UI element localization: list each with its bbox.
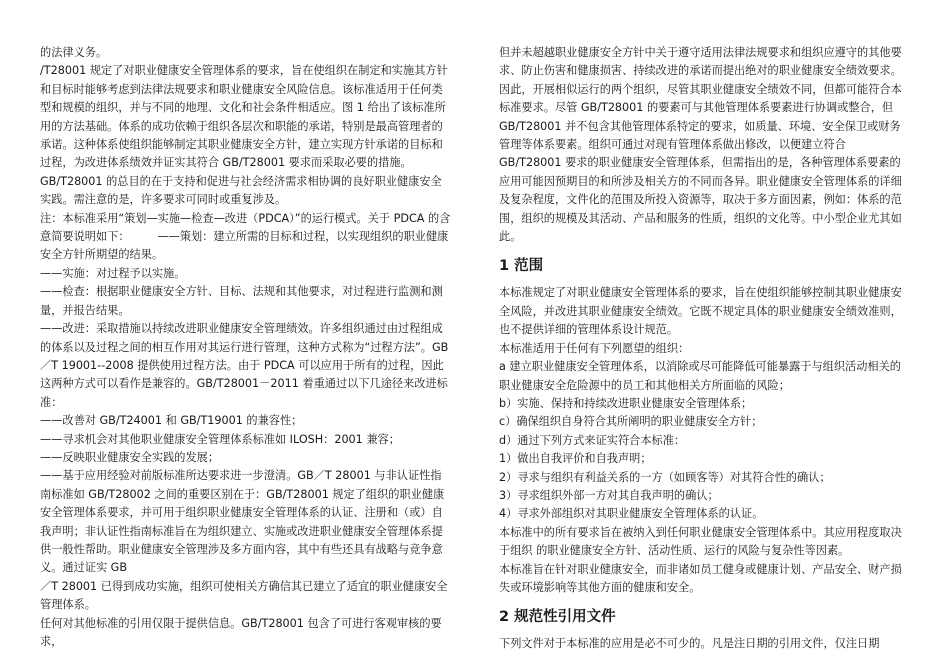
paragraph: ——检查：根据职业健康安全方针、目标、法规和其他要求，对过程进行监测和测量，并报告结果。 bbox=[40, 285, 443, 317]
list-item: a 建立职业健康安全管理体系，以消除或尽可能降低可能暴露于与组织活动相关的职业健康安全危险源中的员工和其他相关方所面临的风险； bbox=[499, 360, 901, 392]
section-heading-normative-references: 2 规范性引用文件 bbox=[499, 609, 616, 626]
list-item: b）实施、保持和持续改进职业健康安全管理体系； bbox=[499, 396, 753, 410]
paragraph: ——基于应用经验对前版标准所达要求进一步澄清。GB／T 28001 与非认证性指南标准如 GB/T28002 之间的重要区别在于：GB/T28001 规定了组织的职业健康安全管理体系要求，并可用于组织职业健康安全管理体系的认证、注册和（或）自我声明；非认证性指南标准旨在为组织建立、实施或改进职业健康安全管理体系提供一般性帮助。职业健康安全管理涉及多方面内容，其中有些还具有战略与竞争意义。通过证实 GB bbox=[40, 469, 445, 575]
list-item: ——反映职业健康安全实践的发展； bbox=[40, 450, 220, 464]
paragraph: ——改进：采取措施以持续改进职业健康安全管理绩效。许多组织通过由过程组成的体系以及过程之间的相互作用对其运行进行管理，这种方式称为“过程方法”。GB／T 19001--2008 提供使用过程方法。由于 PDCA 可以应用于所有的过程，因此这两种方式可以看作是兼容的。GB/T28001－2011 着重通过以下几途径来改进标准： bbox=[40, 322, 449, 409]
list-item: 4）寻求外部组织对其职业健康安全管理体系的认证。 bbox=[499, 507, 764, 521]
right-column bbox=[499, 44, 911, 654]
list-item: 1）做出自我评价和自我声明； bbox=[499, 452, 652, 466]
paragraph: /T28001 规定了对职业健康安全管理体系的要求，旨在使组织在制定和实施其方针和目标时能够考虑到法律法规要求和职业健康安全风险信息。该标准适用于任何类型和规模的组织，并与不同的地理、文化和社会条件相适应。图 1 给出了该标准所用的方法基础。体系的成功依赖于组织各层次和职能的承诺，特别是最高管理者的承诺。这种体系使组织能够制定其职业健康安全方针，建立实现方针承诺的目标和过程，为改进体系绩效并证实其符合 GB/T28001 要求而采取必要的措施。GB/T28001 的总目的在于支持和促进与社会经济需求相协调的良好职业健康安全实践。需注意的是，许多要求可同时或重复涉及。 bbox=[40, 64, 448, 207]
paragraph: 任何对其他标准的引用仅限于提供信息。GB/T28001 包含了可进行客观审核的要求， bbox=[40, 616, 442, 648]
list-item: ——改善对 GB/T24001 和 GB/T19001 的兼容性； bbox=[40, 414, 303, 428]
paragraph: 本标准旨在针对职业健康安全，而非诸如员工健身或健康计划、产品安全、财产损失或环境影响等其他方面的健康和安全。 bbox=[499, 562, 902, 594]
list-item: ——寻求机会对其他职业健康安全管理体系标准如 ILOSH：2001 兼容； bbox=[40, 432, 400, 446]
paragraph: 但并未超越职业健康安全方针中关于遵守适用法律法规要求和组织应遵守的其他要求、防止伤害和健康损害、持续改进的承诺而提出绝对的职业健康安全绩效要求。因此，开展相似运行的两个组织，尽管其职业健康安全绩效不同，但都可能符合本标准要求。尽管 GB/T28001 的要素可与其他管理体系要素进行协调或整合，但 GB/T28001 并不包含其他管理体系特定的要求，如质量、环境、安全保卫或财务管理等体系要素。组织可通过对现有管理体系做出修改，以便建立符合 GB/T28001 要求的职业健康安全管理体系，但需指出的是，各种管理体系要素的应用可能因预期目的和所涉及相关方的不同而各异。职业健康安全管理体系的详细及复杂程度，文件化的范围及所投入资源等，取决于多方面因素，例如：体系的范围，组织的规模及其活动、产品和服务的性质，组织的文化等。中小型企业尤其如此。 bbox=[499, 46, 902, 244]
section-heading-scope: 1 范围 bbox=[499, 258, 544, 275]
paragraph: 的法律义务。 bbox=[40, 46, 108, 59]
paragraph: ／T 28001 已得到成功实施，组织可使相关方确信其已建立了适宜的职业健康安全管理体系。 bbox=[40, 579, 448, 612]
list-item: c）确保组织自身符合其所阐明的职业健康安全方针； bbox=[499, 415, 763, 429]
note-paragraph: 注：本标准采用“策划—实施—检查—改进（PDCA）”的运行模式。关于 PDCA 的含意简要说明如下： ——策划：建立所需的目标和过程，以实现组织的职业健康安全方针所期望的结果。 bbox=[40, 211, 451, 262]
paragraph: 本标准规定了对职业健康安全管理体系的要求，旨在使组织能够控制其职业健康安全风险，并改进其职业健康安全绩效。它既不规定具体的职业健康安全绩效准则，也不提供详细的管理体系设计规范。 bbox=[499, 286, 902, 337]
paragraph: 本标准中的所有要求旨在被纳入到任何职业健康安全管理体系中。其应用程度取决于组织 的职业健康安全方针、活动性质、运行的风险与复杂性等因素。 bbox=[499, 525, 902, 558]
paragraph: ——实施：对过程予以实施。 bbox=[40, 266, 186, 280]
list-item: 2）寻求与组织有利益关系的一方（如顾客等）对其符合性的确认； bbox=[499, 470, 831, 484]
paragraph: 下列文件对于本标准的应用是必不可少的。凡是注日期的引用文件，仅注日期 bbox=[499, 637, 880, 651]
left-column bbox=[40, 44, 452, 651]
paragraph: 本标准适用于任何有下列愿望的组织： bbox=[499, 341, 690, 355]
list-item: 3）寻求组织外部一方对其自我声明的确认； bbox=[499, 488, 719, 502]
list-item: d）通过下列方式来证实符合本标准： bbox=[499, 433, 686, 447]
